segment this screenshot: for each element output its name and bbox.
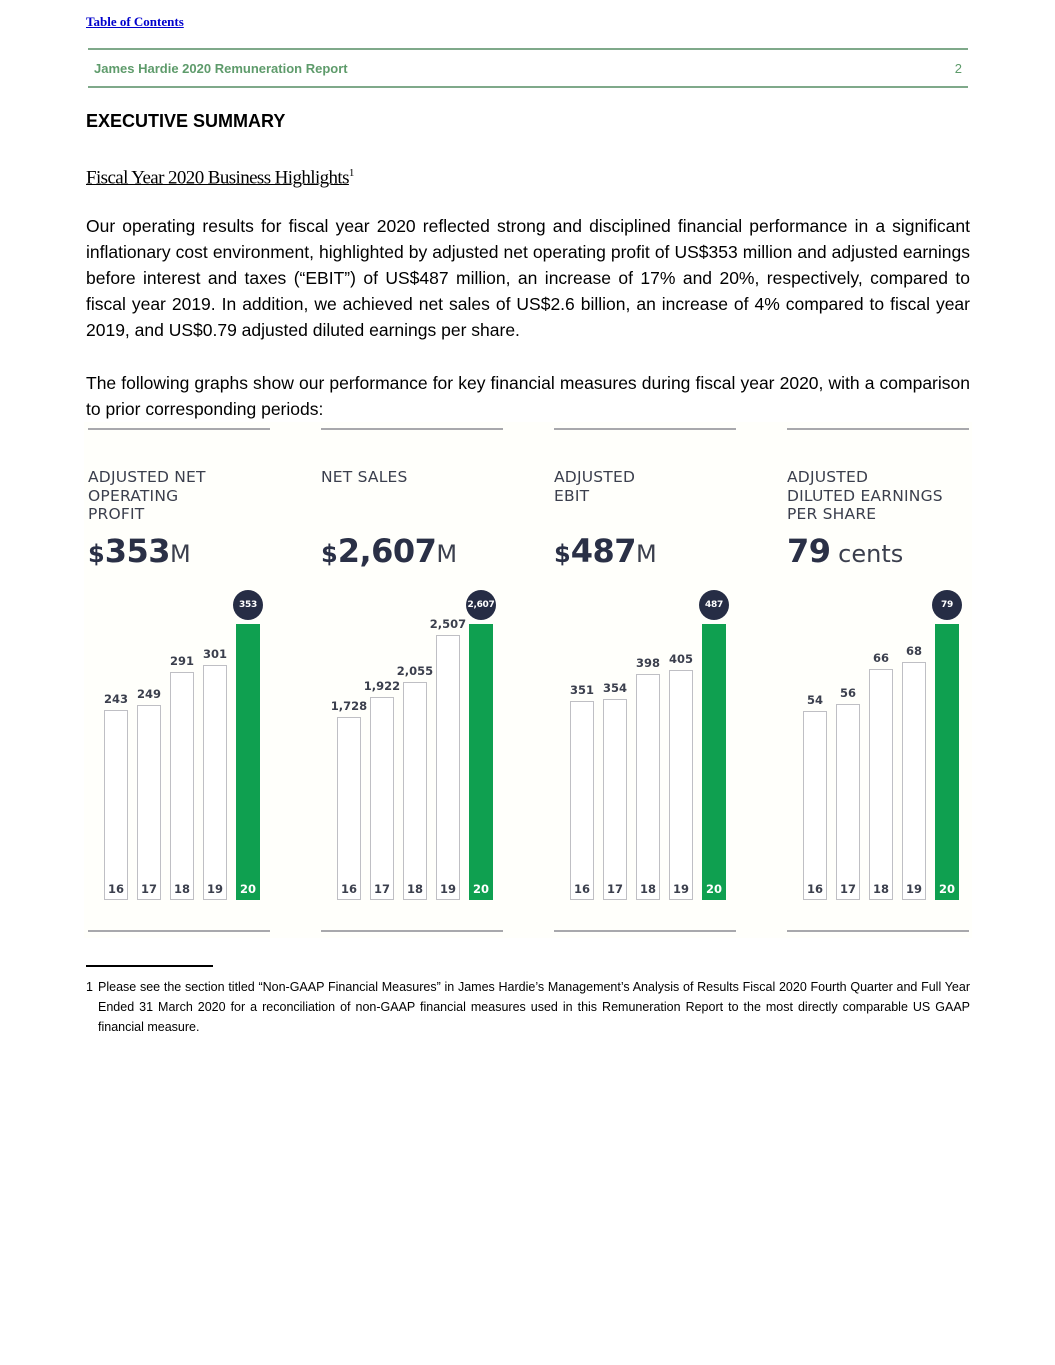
x-tick-label: 19: [206, 882, 223, 896]
subsection-title-text: Fiscal Year 2020 Business Highlights: [86, 167, 349, 189]
data-label: 301: [202, 647, 227, 661]
bar: [570, 701, 594, 900]
data-label: 405: [668, 652, 693, 666]
x-tick-label: 19: [905, 882, 922, 896]
x-tick-label: 17: [140, 882, 157, 896]
chart-title-line: OPERATING: [88, 486, 179, 505]
x-tick-label: 19: [439, 882, 456, 896]
bar: [403, 682, 427, 900]
footnote-number: 1: [86, 980, 93, 994]
x-tick-label: 16: [340, 882, 357, 896]
x-tick-label: 17: [606, 882, 623, 896]
page-header: [88, 48, 968, 88]
data-label: 398: [635, 656, 660, 670]
x-tick-label: 20: [938, 882, 955, 896]
x-tick-label: 18: [872, 882, 889, 896]
footnote: [86, 977, 970, 1037]
panel-bottom-rule: [787, 930, 969, 932]
section-title: EXECUTIVE SUMMARY: [86, 111, 286, 131]
currency-symbol: $: [321, 540, 338, 568]
value-bubble: 2,607: [466, 590, 496, 620]
value-bubble: 353: [233, 590, 263, 620]
bar: [337, 717, 361, 900]
currency-symbol: $: [88, 540, 105, 568]
x-tick-label: 16: [107, 882, 124, 896]
data-label: 66: [872, 651, 889, 665]
headline-value: [554, 532, 657, 570]
headline-number: 487: [570, 532, 636, 570]
bar-highlight: [469, 624, 493, 900]
x-tick-label: 18: [173, 882, 190, 896]
headline-number: 2,607: [337, 532, 437, 570]
chart-panel: [84, 422, 284, 938]
bar: [902, 662, 926, 900]
chart-title-line: EBIT: [554, 486, 590, 505]
footnote-text: Please see the section titled “Non-GAAP Financial Measures” in James Hardie’s Management’s Analysis of Results Fiscal 2020 Fourth Quarter and Full Year Ended 31 March 2020 for a reconciliation of non-GAAP financial measures used in this Remuneration Report to the most directly comparable US GAAP financial measure.: [98, 980, 970, 1034]
chart-title-line: PER SHARE: [787, 505, 877, 523]
headline-value: [88, 532, 191, 570]
headline-number: 79: [787, 532, 831, 570]
chart-panel: [783, 422, 983, 938]
x-tick-label: 20: [239, 882, 256, 896]
data-label: 249: [136, 687, 161, 701]
bar: [869, 669, 893, 900]
chart-title-line: ADJUSTED: [554, 468, 636, 486]
x-tick-label: 19: [672, 882, 689, 896]
headline-unit: M: [436, 540, 458, 568]
panel-top-rule: [787, 428, 969, 430]
chart-title: [787, 468, 987, 524]
bar: [370, 697, 394, 900]
chart-panel: [550, 422, 750, 938]
x-tick-label: 16: [806, 882, 823, 896]
data-label: 54: [806, 693, 823, 707]
bar: [170, 672, 194, 900]
headline-unit: cents: [830, 540, 904, 568]
x-tick-label: 18: [639, 882, 656, 896]
chart-title-line: PROFIT: [88, 505, 145, 523]
data-label: 243: [103, 692, 128, 706]
headline-value: [787, 532, 903, 570]
chart-title-line: DILUTED EARNINGS: [787, 486, 943, 505]
footnote-divider: [86, 965, 213, 967]
highlights-paragraph: Our operating results for fiscal year 2020 reflected strong and disciplined financial performance in a significant inflationary cost environment, highlighted by adjusted net operating profit of US$353 million and adjusted earnings before interest and taxes (“EBIT”) of US$487 million, an increase of 17% and 20%, respectively, compared to fiscal year 2019. In addition, we achieved net sales of US$2.6 billion, an increase of 4% compared to fiscal year 2019, and US$0.79 adjusted diluted earnings per share.: [86, 216, 970, 340]
panel-bottom-rule: [321, 930, 503, 932]
chart-panel: [317, 422, 517, 938]
subsection-title: [86, 167, 354, 189]
data-label: 2,055: [396, 664, 434, 678]
bar-highlight: [702, 624, 726, 900]
chart-title-line: ADJUSTED: [787, 468, 869, 486]
value-bubble: 487: [699, 590, 729, 620]
x-tick-label: 20: [472, 882, 489, 896]
x-tick-label: 18: [406, 882, 423, 896]
data-label: 68: [905, 644, 922, 658]
bar: [669, 670, 693, 900]
x-tick-label: 16: [573, 882, 590, 896]
chart-title-line: NET SALES: [321, 468, 408, 486]
bar: [836, 704, 860, 900]
bar: [203, 665, 227, 900]
bar: [137, 705, 161, 900]
panel-top-rule: [321, 428, 503, 430]
data-label: 351: [569, 683, 594, 697]
bar: [636, 674, 660, 900]
bar-highlight: [935, 624, 959, 900]
headline-unit: M: [170, 540, 191, 568]
currency-symbol: $: [554, 540, 571, 568]
x-tick-label: 17: [373, 882, 390, 896]
x-tick-label: 20: [705, 882, 722, 896]
panel-top-rule: [554, 428, 736, 430]
data-label: 56: [839, 686, 856, 700]
headline-number: 353: [104, 532, 170, 570]
data-label: 354: [602, 681, 627, 695]
bar: [436, 635, 460, 900]
bar-highlight: [236, 624, 260, 900]
chart-title: [554, 468, 754, 505]
data-label: 1,728: [330, 699, 368, 713]
graphs-intro-paragraph: The following graphs show our performance for key financial measures during fiscal year 2020, with a comparison to prior corresponding periods:: [86, 373, 970, 419]
bar: [803, 711, 827, 900]
page-number: 2: [954, 61, 962, 76]
table-of-contents-link[interactable]: Table of Contents: [86, 14, 184, 29]
report-title: James Hardie 2020 Remuneration Report: [94, 61, 348, 76]
headline-value: [321, 532, 457, 570]
data-label: 291: [169, 654, 194, 668]
panel-top-rule: [88, 428, 270, 430]
bar: [104, 710, 128, 900]
panel-bottom-rule: [554, 930, 736, 932]
chart-title-line: ADJUSTED NET: [88, 468, 206, 486]
data-label: 2,507: [429, 617, 467, 631]
data-label: 1,922: [363, 679, 401, 693]
charts-figure: [84, 422, 972, 938]
x-tick-label: 17: [839, 882, 856, 896]
headline-unit: M: [636, 540, 657, 568]
panel-bottom-rule: [88, 930, 270, 932]
bar: [603, 699, 627, 900]
chart-title: [88, 468, 288, 524]
value-bubble: 79: [932, 590, 962, 620]
chart-title: [321, 468, 521, 487]
footnote-ref[interactable]: 1: [348, 167, 354, 179]
